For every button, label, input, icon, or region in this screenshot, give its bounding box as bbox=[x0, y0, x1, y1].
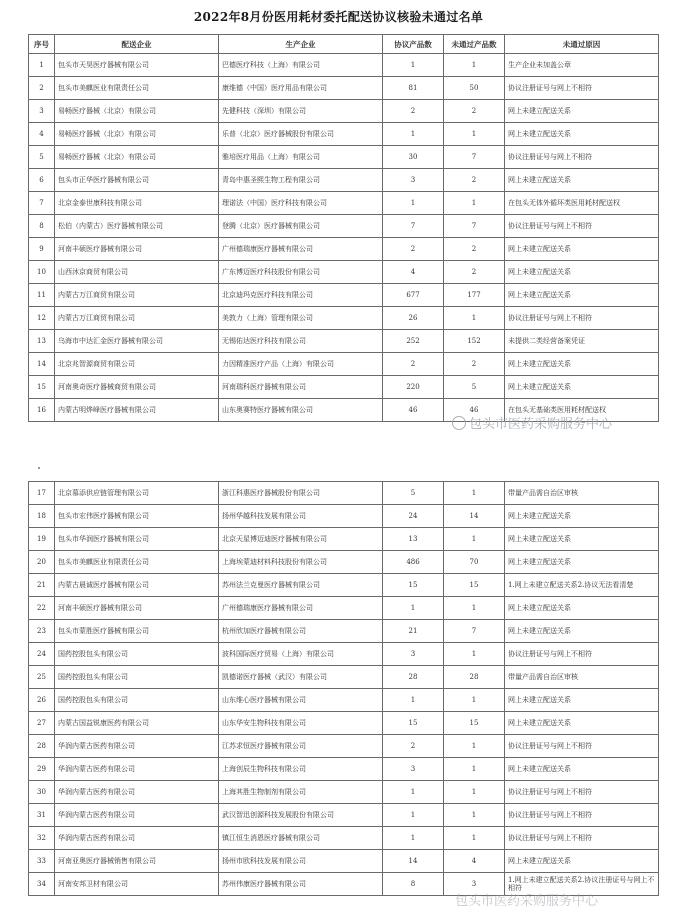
cell-serial: 31 bbox=[29, 804, 55, 827]
cell-distributor: 内蒙古国益锐康医药有限公司 bbox=[55, 712, 219, 735]
cell-failed-count: 1 bbox=[444, 482, 505, 505]
document-title: 2022年8月份医用耗材委托配送协议核验未通过名单 bbox=[193, 10, 484, 24]
cell-reason: 网上未建立配送关系 bbox=[505, 100, 659, 123]
cell-agreement-count: 30 bbox=[383, 146, 444, 169]
cell-distributor: 易畅医疗器械（北京）有限公司 bbox=[55, 123, 219, 146]
cell-failed-count: 70 bbox=[444, 551, 505, 574]
cell-agreement-count: 15 bbox=[383, 574, 444, 597]
cell-reason: 网上未建立配送关系 bbox=[505, 505, 659, 528]
cell-failed-count: 15 bbox=[444, 574, 505, 597]
cell-failed-count: 2 bbox=[444, 100, 505, 123]
failed-list-table-page-1 bbox=[28, 34, 659, 422]
cell-distributor: 内蒙古万江商贸有限公司 bbox=[55, 284, 219, 307]
cell-reason: 协议注册证号与网上不相符 bbox=[505, 804, 659, 827]
cell-agreement-count: 3 bbox=[383, 643, 444, 666]
cell-manufacturer: 河南瑞科医疗器械有限公司 bbox=[219, 376, 383, 399]
cell-distributor: 乌海市中达汇金医疗器械有限公司 bbox=[55, 330, 219, 353]
table-row bbox=[29, 353, 659, 376]
cell-failed-count: 28 bbox=[444, 666, 505, 689]
table-row bbox=[29, 123, 659, 146]
cell-agreement-count: 46 bbox=[383, 399, 444, 422]
cell-distributor: 河南安邦卫材有限公司 bbox=[55, 873, 219, 896]
cell-reason: 生产企业未加盖公章 bbox=[505, 54, 659, 77]
cell-serial: 20 bbox=[29, 551, 55, 574]
cell-agreement-count: 5 bbox=[383, 482, 444, 505]
cell-manufacturer: 上海创辰生物科技有限公司 bbox=[219, 758, 383, 781]
header-manufacturer: 生产企业 bbox=[219, 35, 383, 54]
cell-reason: 网上未建立配送关系 bbox=[505, 169, 659, 192]
table-row bbox=[29, 238, 659, 261]
table-row bbox=[29, 551, 659, 574]
cell-failed-count: 3 bbox=[444, 873, 505, 896]
cell-distributor: 易畅医疗器械（北京）有限公司 bbox=[55, 100, 219, 123]
cell-manufacturer: 理诺法（中国）医疗科技有限公司 bbox=[219, 192, 383, 215]
table-row bbox=[29, 735, 659, 758]
cell-manufacturer: 江苏求恒医疗器械有限公司 bbox=[219, 735, 383, 758]
cell-serial: 13 bbox=[29, 330, 55, 353]
table-header-row bbox=[29, 35, 659, 54]
cell-serial: 30 bbox=[29, 781, 55, 804]
cell-distributor: 华润内蒙古医药有限公司 bbox=[55, 804, 219, 827]
table-row bbox=[29, 666, 659, 689]
cell-agreement-count: 13 bbox=[383, 528, 444, 551]
cell-manufacturer: 先健科技（深圳）有限公司 bbox=[219, 100, 383, 123]
cell-failed-count: 14 bbox=[444, 505, 505, 528]
cell-reason: 网上未建立配送关系 bbox=[505, 712, 659, 735]
table-row bbox=[29, 804, 659, 827]
cell-failed-count: 152 bbox=[444, 330, 505, 353]
cell-manufacturer: 浙江科惠医疗器械股份有限公司 bbox=[219, 482, 383, 505]
cell-agreement-count: 2 bbox=[383, 100, 444, 123]
cell-serial: 27 bbox=[29, 712, 55, 735]
cell-failed-count: 1 bbox=[444, 735, 505, 758]
cell-distributor: 易畅医疗器械（北京）有限公司 bbox=[55, 146, 219, 169]
table-row bbox=[29, 376, 659, 399]
cell-distributor: 河南丰硕医疗器械有限公司 bbox=[55, 597, 219, 620]
cell-agreement-count: 1 bbox=[383, 123, 444, 146]
header-distributor: 配送企业 bbox=[55, 35, 219, 54]
table-row bbox=[29, 77, 659, 100]
cell-serial: 17 bbox=[29, 482, 55, 505]
table-row bbox=[29, 192, 659, 215]
cell-manufacturer: 雅培医疗用品（上海）有限公司 bbox=[219, 146, 383, 169]
cell-distributor: 国药控股包头有限公司 bbox=[55, 689, 219, 712]
cell-distributor: 北京慕添供应链管理有限公司 bbox=[55, 482, 219, 505]
cell-reason: 带量产品需自治区审核 bbox=[505, 666, 659, 689]
cell-serial: 12 bbox=[29, 307, 55, 330]
cell-reason: 网上未建立配送关系 bbox=[505, 284, 659, 307]
cell-agreement-count: 1 bbox=[383, 781, 444, 804]
cell-agreement-count: 24 bbox=[383, 505, 444, 528]
cell-distributor: 北京兆智源商贸有限公司 bbox=[55, 353, 219, 376]
cell-agreement-count: 2 bbox=[383, 238, 444, 261]
cell-manufacturer: 广州德瑞康医疗器械有限公司 bbox=[219, 597, 383, 620]
cell-agreement-count: 486 bbox=[383, 551, 444, 574]
cell-manufacturer: 扬州华越科技发展有限公司 bbox=[219, 505, 383, 528]
cell-distributor: 包头市蒙胜医疗器械有限公司 bbox=[55, 620, 219, 643]
cell-distributor: 华润内蒙古医药有限公司 bbox=[55, 735, 219, 758]
cell-manufacturer: 苏州法兰克曼医疗器械有限公司 bbox=[219, 574, 383, 597]
table-row bbox=[29, 712, 659, 735]
cell-failed-count: 1 bbox=[444, 827, 505, 850]
cell-distributor: 包头市天昊医疗器械有限公司 bbox=[55, 54, 219, 77]
cell-failed-count: 2 bbox=[444, 238, 505, 261]
cell-agreement-count: 677 bbox=[383, 284, 444, 307]
table-row bbox=[29, 169, 659, 192]
cell-failed-count: 2 bbox=[444, 261, 505, 284]
table-row bbox=[29, 505, 659, 528]
cell-failed-count: 1 bbox=[444, 192, 505, 215]
cell-distributor: 河南亚奥医疗器械销售有限公司 bbox=[55, 850, 219, 873]
cell-agreement-count: 1 bbox=[383, 827, 444, 850]
cell-reason: 网上未建立配送关系 bbox=[505, 551, 659, 574]
cell-failed-count: 50 bbox=[444, 77, 505, 100]
cell-failed-count: 1 bbox=[444, 758, 505, 781]
table-body-page-1 bbox=[29, 54, 659, 422]
cell-failed-count: 7 bbox=[444, 215, 505, 238]
cell-agreement-count: 252 bbox=[383, 330, 444, 353]
cell-serial: 7 bbox=[29, 192, 55, 215]
cell-manufacturer: 山东维心医疗器械有限公司 bbox=[219, 689, 383, 712]
cell-agreement-count: 14 bbox=[383, 850, 444, 873]
cell-manufacturer: 康维德（中国）医疗用品有限公司 bbox=[219, 77, 383, 100]
cell-agreement-count: 3 bbox=[383, 169, 444, 192]
cell-serial: 1 bbox=[29, 54, 55, 77]
cell-agreement-count: 1 bbox=[383, 597, 444, 620]
table-row bbox=[29, 215, 659, 238]
cell-manufacturer: 力因精准医疗产品（上海）有限公司 bbox=[219, 353, 383, 376]
cell-serial: 11 bbox=[29, 284, 55, 307]
table-row bbox=[29, 827, 659, 850]
cell-manufacturer: 凯德诺医疗器械（武汉）有限公司 bbox=[219, 666, 383, 689]
cell-agreement-count: 1 bbox=[383, 689, 444, 712]
cell-failed-count: 1 bbox=[444, 123, 505, 146]
cell-distributor: 华润内蒙古医药有限公司 bbox=[55, 827, 219, 850]
cell-reason: 协议注册证号与网上不相符 bbox=[505, 307, 659, 330]
cell-distributor: 国药控股包头有限公司 bbox=[55, 643, 219, 666]
cell-reason: 协议注册证号与网上不相符 bbox=[505, 827, 659, 850]
cell-manufacturer: 山东华安生物科技有限公司 bbox=[219, 712, 383, 735]
cell-manufacturer: 广东博迈医疗科技股份有限公司 bbox=[219, 261, 383, 284]
table-row bbox=[29, 873, 659, 896]
cell-serial: 28 bbox=[29, 735, 55, 758]
cell-agreement-count: 26 bbox=[383, 307, 444, 330]
cell-distributor: 河南奥奇医疗器械商贸有限公司 bbox=[55, 376, 219, 399]
cell-serial: 6 bbox=[29, 169, 55, 192]
cell-distributor: 包头市华润医疗器械有限公司 bbox=[55, 528, 219, 551]
cell-distributor: 北京金泰世康科技有限公司 bbox=[55, 192, 219, 215]
table-row bbox=[29, 307, 659, 330]
cell-distributor: 山西沐京商贸有限公司 bbox=[55, 261, 219, 284]
cell-manufacturer: 苏州伟康医疗器械有限公司 bbox=[219, 873, 383, 896]
failed-list-table-page-2 bbox=[28, 481, 659, 896]
cell-reason: 网上未建立配送关系 bbox=[505, 597, 659, 620]
cell-reason: 1.网上未建立配送关系2.协议无法看清楚 bbox=[505, 574, 659, 597]
watermark-text-bottom: 包头市医药采购服务中心 bbox=[455, 894, 599, 909]
cell-serial: 18 bbox=[29, 505, 55, 528]
cell-distributor: 包头市正华医疗器械有限公司 bbox=[55, 169, 219, 192]
cell-serial: 2 bbox=[29, 77, 55, 100]
cell-reason: 协议注册证号与网上不相符 bbox=[505, 643, 659, 666]
cell-serial: 24 bbox=[29, 643, 55, 666]
cell-failed-count: 1 bbox=[444, 643, 505, 666]
cell-reason: 协议注册证号与网上不相符 bbox=[505, 146, 659, 169]
cell-serial: 29 bbox=[29, 758, 55, 781]
cell-reason: 网上未建立配送关系 bbox=[505, 261, 659, 284]
cell-serial: 25 bbox=[29, 666, 55, 689]
cell-failed-count: 177 bbox=[444, 284, 505, 307]
cell-distributor: 松伯（内蒙古）医疗器械有限公司 bbox=[55, 215, 219, 238]
table-row bbox=[29, 261, 659, 284]
cell-serial: 19 bbox=[29, 528, 55, 551]
cell-failed-count: 1 bbox=[444, 54, 505, 77]
cell-failed-count: 1 bbox=[444, 307, 505, 330]
cell-agreement-count: 2 bbox=[383, 353, 444, 376]
cell-distributor: 包头市美麒医业有限责任公司 bbox=[55, 551, 219, 574]
table-row bbox=[29, 643, 659, 666]
table-row bbox=[29, 146, 659, 169]
cell-failed-count: 7 bbox=[444, 146, 505, 169]
cell-failed-count: 1 bbox=[444, 781, 505, 804]
cell-reason: 网上未建立配送关系 bbox=[505, 353, 659, 376]
cell-manufacturer: 上海埃蒙迪材料科技股份有限公司 bbox=[219, 551, 383, 574]
scan-speck bbox=[38, 467, 40, 469]
header-agreement-count: 协议产品数 bbox=[383, 35, 444, 54]
cell-manufacturer: 北京天星博迈迪医疗器械有限公司 bbox=[219, 528, 383, 551]
table-body-page-2 bbox=[29, 482, 659, 896]
cell-agreement-count: 1 bbox=[383, 192, 444, 215]
watermark-text: 包头市医药采购服务中心 bbox=[469, 417, 613, 432]
cell-failed-count: 46 bbox=[444, 399, 505, 422]
cell-reason: 协议注册证号与网上不相符 bbox=[505, 735, 659, 758]
header-serial: 序号 bbox=[29, 35, 55, 54]
cell-reason: 在包头无基础类医用耗材配送权 bbox=[505, 399, 659, 422]
table-row bbox=[29, 781, 659, 804]
cell-failed-count: 5 bbox=[444, 376, 505, 399]
cell-distributor: 华润内蒙古医药有限公司 bbox=[55, 781, 219, 804]
cell-distributor: 包头市宏伟医疗器械有限公司 bbox=[55, 505, 219, 528]
cell-reason: 网上未建立配送关系 bbox=[505, 689, 659, 712]
cell-serial: 4 bbox=[29, 123, 55, 146]
cell-manufacturer: 武汉智迅创源科技发展股份有限公司 bbox=[219, 804, 383, 827]
cell-agreement-count: 81 bbox=[383, 77, 444, 100]
cell-manufacturer: 镇江恒生消恩医疗器械有限公司 bbox=[219, 827, 383, 850]
cell-manufacturer: 无锡佑达医疗科技有限公司 bbox=[219, 330, 383, 353]
cell-reason: 网上未建立配送关系 bbox=[505, 620, 659, 643]
cell-manufacturer: 青岛中惠圣熙生物工程有限公司 bbox=[219, 169, 383, 192]
cell-agreement-count: 28 bbox=[383, 666, 444, 689]
cell-distributor: 国药控股包头有限公司 bbox=[55, 666, 219, 689]
cell-serial: 14 bbox=[29, 353, 55, 376]
cell-serial: 21 bbox=[29, 574, 55, 597]
table-row bbox=[29, 100, 659, 123]
cell-reason: 网上未建立配送关系 bbox=[505, 850, 659, 873]
cell-manufacturer: 乐普（北京）医疗器械股份有限公司 bbox=[219, 123, 383, 146]
cell-failed-count: 4 bbox=[444, 850, 505, 873]
cell-manufacturer: 登腾（北京）医疗器械有限公司 bbox=[219, 215, 383, 238]
cell-reason: 网上未建立配送关系 bbox=[505, 758, 659, 781]
cell-agreement-count: 2 bbox=[383, 735, 444, 758]
table-row bbox=[29, 620, 659, 643]
table-row bbox=[29, 574, 659, 597]
cell-distributor: 河南丰硕医疗器械有限公司 bbox=[55, 238, 219, 261]
cell-manufacturer: 广州德瑞康医疗器械有限公司 bbox=[219, 238, 383, 261]
cell-manufacturer: 扬州市欧科技发展有限公司 bbox=[219, 850, 383, 873]
cell-reason: 协议注册证号与网上不相符 bbox=[505, 215, 659, 238]
cell-failed-count: 7 bbox=[444, 620, 505, 643]
cell-manufacturer: 杭州欣加医疗器械有限公司 bbox=[219, 620, 383, 643]
cell-reason: 协议注册证号与网上不相符 bbox=[505, 781, 659, 804]
cell-distributor: 内蒙古晨诚医疗器械有限公司 bbox=[55, 574, 219, 597]
cell-serial: 15 bbox=[29, 376, 55, 399]
cell-failed-count: 1 bbox=[444, 689, 505, 712]
cell-failed-count: 1 bbox=[444, 597, 505, 620]
cell-serial: 16 bbox=[29, 399, 55, 422]
cell-agreement-count: 15 bbox=[383, 712, 444, 735]
cell-reason: 网上未建立配送关系 bbox=[505, 238, 659, 261]
cell-failed-count: 1 bbox=[444, 804, 505, 827]
table-row bbox=[29, 850, 659, 873]
table-row bbox=[29, 284, 659, 307]
cell-serial: 3 bbox=[29, 100, 55, 123]
cell-serial: 5 bbox=[29, 146, 55, 169]
cell-serial: 33 bbox=[29, 850, 55, 873]
table-row bbox=[29, 54, 659, 77]
cell-serial: 26 bbox=[29, 689, 55, 712]
cell-manufacturer: 巴德医疗科技（上海）有限公司 bbox=[219, 54, 383, 77]
table-row bbox=[29, 597, 659, 620]
cell-reason: 网上未建立配送关系 bbox=[505, 123, 659, 146]
cell-manufacturer: 山东奥赛特医疗器械有限公司 bbox=[219, 399, 383, 422]
cell-manufacturer: 美敦力（上海）管理有限公司 bbox=[219, 307, 383, 330]
cell-distributor: 内蒙古万江商贸有限公司 bbox=[55, 307, 219, 330]
cell-reason: 协议注册证号与网上不相符 bbox=[505, 77, 659, 100]
cell-reason: 未提供二类经营备案凭证 bbox=[505, 330, 659, 353]
table-row bbox=[29, 482, 659, 505]
cell-failed-count: 2 bbox=[444, 169, 505, 192]
cell-failed-count: 2 bbox=[444, 353, 505, 376]
cell-agreement-count: 1 bbox=[383, 804, 444, 827]
cell-agreement-count: 220 bbox=[383, 376, 444, 399]
table-row bbox=[29, 330, 659, 353]
cell-agreement-count: 3 bbox=[383, 758, 444, 781]
cell-failed-count: 1 bbox=[444, 528, 505, 551]
cell-serial: 34 bbox=[29, 873, 55, 896]
table-row bbox=[29, 399, 659, 422]
cell-serial: 22 bbox=[29, 597, 55, 620]
header-failed-count: 未通过产品数 bbox=[444, 35, 505, 54]
cell-serial: 9 bbox=[29, 238, 55, 261]
table-row bbox=[29, 689, 659, 712]
cell-agreement-count: 7 bbox=[383, 215, 444, 238]
cell-reason: 网上未建立配送关系 bbox=[505, 376, 659, 399]
header-reason: 未通过原因 bbox=[505, 35, 659, 54]
cell-manufacturer: 波科国际医疗贸易（上海）有限公司 bbox=[219, 643, 383, 666]
cell-reason: 1.网上未建立配送关系2.协议注册证号与网上不相符 bbox=[505, 873, 659, 896]
cell-serial: 23 bbox=[29, 620, 55, 643]
cell-distributor: 包头市美麒医业有限责任公司 bbox=[55, 77, 219, 100]
cell-reason: 网上未建立配送关系 bbox=[505, 528, 659, 551]
cell-agreement-count: 1 bbox=[383, 54, 444, 77]
table-row bbox=[29, 528, 659, 551]
cell-manufacturer: 上海其胜生物制剂有限公司 bbox=[219, 781, 383, 804]
table-row bbox=[29, 758, 659, 781]
cell-distributor: 华润内蒙古医药有限公司 bbox=[55, 758, 219, 781]
cell-serial: 32 bbox=[29, 827, 55, 850]
cell-failed-count: 15 bbox=[444, 712, 505, 735]
cell-agreement-count: 8 bbox=[383, 873, 444, 896]
cell-manufacturer: 北京迪玛克医疗科技有限公司 bbox=[219, 284, 383, 307]
cell-agreement-count: 21 bbox=[383, 620, 444, 643]
cell-reason: 在包头无体外循环类医用耗材配送权 bbox=[505, 192, 659, 215]
cell-distributor: 内蒙古明烨峰医疗器械有限公司 bbox=[55, 399, 219, 422]
cell-serial: 10 bbox=[29, 261, 55, 284]
cell-serial: 8 bbox=[29, 215, 55, 238]
cell-agreement-count: 4 bbox=[383, 261, 444, 284]
cell-reason: 带量产品需自治区审核 bbox=[505, 482, 659, 505]
